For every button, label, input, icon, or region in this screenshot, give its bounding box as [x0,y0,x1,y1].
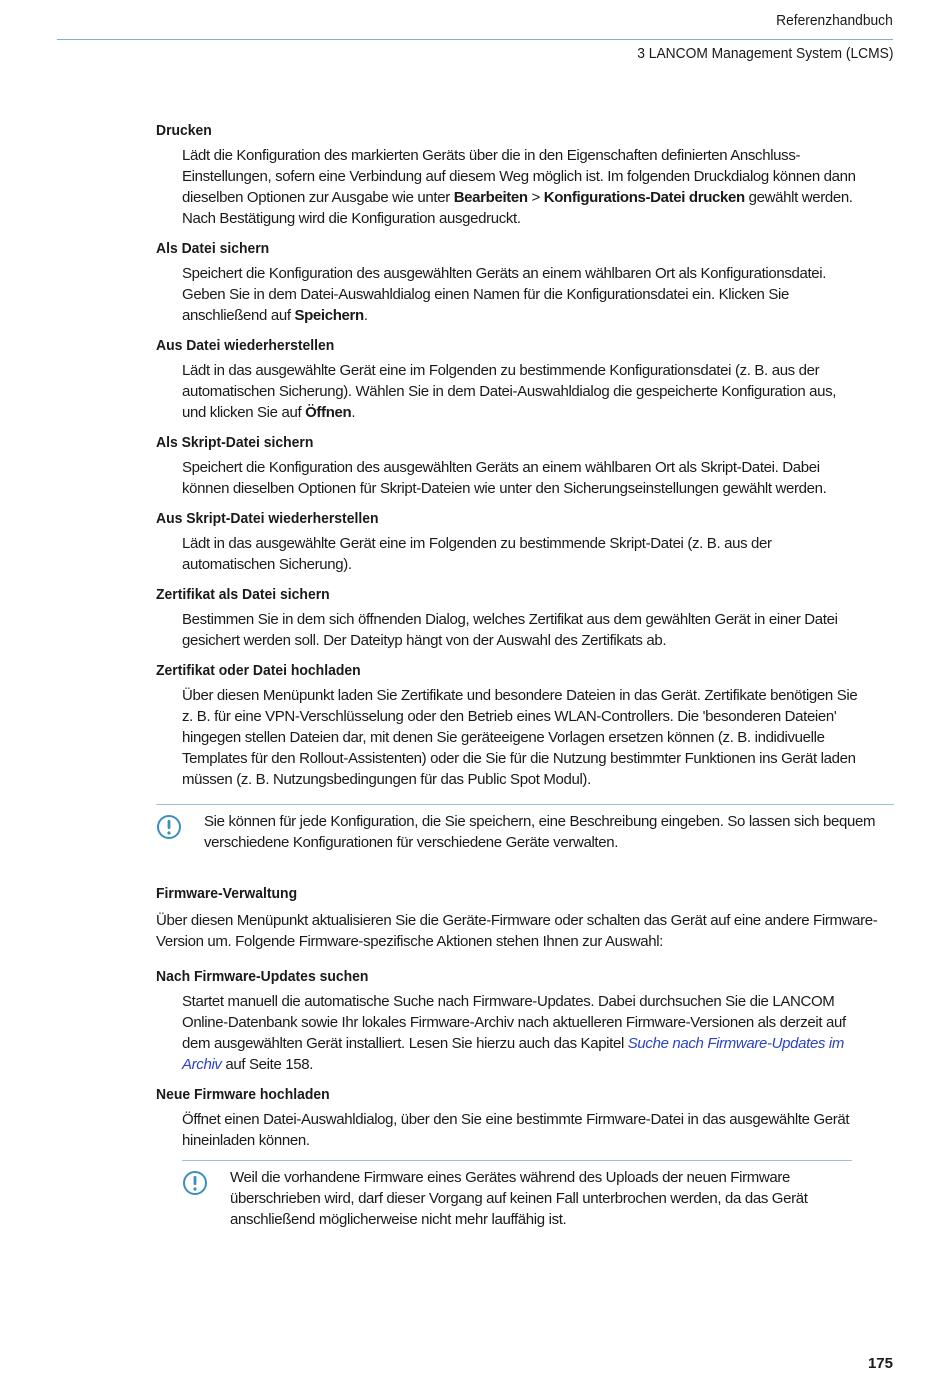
exclamation-circle-icon [156,814,182,840]
section-title-firmware: Firmware-Verwaltung [156,885,298,902]
running-header-title: Referenzhandbuch [776,12,893,29]
term-drucken: Drucken [156,122,212,139]
term-als-skript-datei-sichern: Als Skript-Datei sichern [156,434,314,451]
desc-zertifikat-als-datei-sichern: Bestimmen Sie in dem sich öffnenden Dialog, welches Zertifikat aus dem gewählten Gerät in einer Datei gesichert werden soll. Der Dateityp hängt von der Auswahl des Zertifikats ab. [182,611,838,649]
term-aus-skript-datei-wiederherstellen: Aus Skript-Datei wiederherstellen [156,510,379,527]
desc-aus-datei-wiederherstellen: Lädt in das ausgewählte Gerät eine im Folgenden zu bestimmende Konfigurationsdatei (z. B. aus der automatischen Sicherung). Wählen Sie in dem Datei-Auswahldialog die gespeicherte Konfiguration aus, und klicken Sie auf Öffnen. [182,362,837,421]
header-divider [57,39,893,40]
page-number: 175 [867,1355,893,1372]
desc-zertifikat-oder-datei-hochladen: Über diesen Menüpunkt laden Sie Zertifikate und besondere Dateien in das Gerät. Zertifikate benötigen Sie z. B. für eine VPN-Verschlüsselung oder den Betrieb eines WLAN-Controllers. Die 'besonderen Dateien' hingegen stellen Dateien dar, mit denen Sie geräteeigene Vorlagen ersetzen können (z. B. indidivuelle Templates für den Rollout-Assistenten) oder die Sie für die Nutzung bestimmter Funktionen ins Gerät laden müssen (z. B. Nutzungsbedingungen für das Public Spot Modul). [182,687,858,788]
note-box-configuration [156,804,894,853]
term-neue-firmware-hochladen: Neue Firmware hochladen [156,1086,330,1103]
note-text: Sie können für jede Konfiguration, die Sie speichern, eine Beschreibung eingeben. So lassen sich bequem verschiedene Konfigurationen für verschiedene Geräte verwalten. [204,813,876,851]
desc-nach-firmware-updates-suchen: Startet manuell die automatische Suche nach Firmware-Updates. Dabei durchsuchen Sie die LANCOM Online-Datenbank sowie Ihr lokales Firmware-Archiv nach aktuelleren Firmware-Versionen als derzeit auf dem ausgewählten Gerät installiert. Lesen Sie hierzu auch das Kapitel Suche nach Firmware-Updates im Archiv auf Seite 158. [182,993,846,1073]
link-firmware-archiv[interactable]: Suche nach Firmware-Updates im Archiv [182,1035,845,1073]
running-header-chapter: 3 LANCOM Management System (LCMS) [636,45,893,62]
desc-neue-firmware-hochladen: Öffnet einen Datei-Auswahldialog, über den Sie eine bestimmte Firmware-Datei in das ausgewählte Gerät hineinladen können. [182,1111,850,1149]
main-content [156,120,894,1230]
warning-text: Weil die vorhandene Firmware eines Gerätes während des Uploads der neuen Firmware überschrieben wird, darf dieser Vorgang auf keinen Fall unterbrochen werden, da das Gerät anschließend möglicherweise nicht mehr lauffähig ist. [230,1169,808,1228]
desc-als-datei-sichern: Speichert die Konfiguration des ausgewählten Geräts an einem wählbaren Ort als Konfigurationsdatei. Geben Sie in dem Datei-Auswahldialog einen Namen für die Konfigurationsdatei ein. Klicken Sie anschließend auf Speichern. [182,265,827,324]
note-box-firmware-warning [182,1160,852,1230]
section-intro-firmware: Über diesen Menüpunkt aktualisieren Sie die Geräte-Firmware oder schalten das Gerät auf eine andere Firmware-Version um. Folgende Firmware-spezifische Aktionen stehen Ihnen zur Auswahl: [156,912,878,950]
term-nach-firmware-updates-suchen: Nach Firmware-Updates suchen [156,968,369,985]
term-zertifikat-als-datei-sichern: Zertifikat als Datei sichern [156,586,330,603]
term-zertifikat-oder-datei-hochladen: Zertifikat oder Datei hochladen [156,662,361,679]
desc-aus-skript-datei-wiederherstellen: Lädt in das ausgewählte Gerät eine im Folgenden zu bestimmende Skript-Datei (z. B. aus der automatischen Sicherung). [182,535,772,573]
term-aus-datei-wiederherstellen: Aus Datei wiederherstellen [156,337,335,354]
term-als-datei-sichern: Als Datei sichern [156,240,270,257]
desc-drucken: Lädt die Konfiguration des markierten Geräts über die in den Eigenschaften definierten Anschluss-Einstellungen, sofern eine Verbindung auf diesem Weg möglich ist. Im folgenden Druckdialog können dann dieselben Optionen zur Ausgabe wie unter Bearbeiten > Konfigurations-Datei drucken gewählt werden. Nach Bestätigung wird die Konfiguration ausgedruckt. [182,147,856,227]
desc-als-skript-datei-sichern: Speichert die Konfiguration des ausgewählten Geräts an einem wählbaren Ort als Skript-Datei. Dabei können dieselben Optionen für Skript-Dateien wie unter den Sicherungseinstellungen gewählt werden. [182,459,827,497]
exclamation-circle-icon [182,1170,208,1196]
